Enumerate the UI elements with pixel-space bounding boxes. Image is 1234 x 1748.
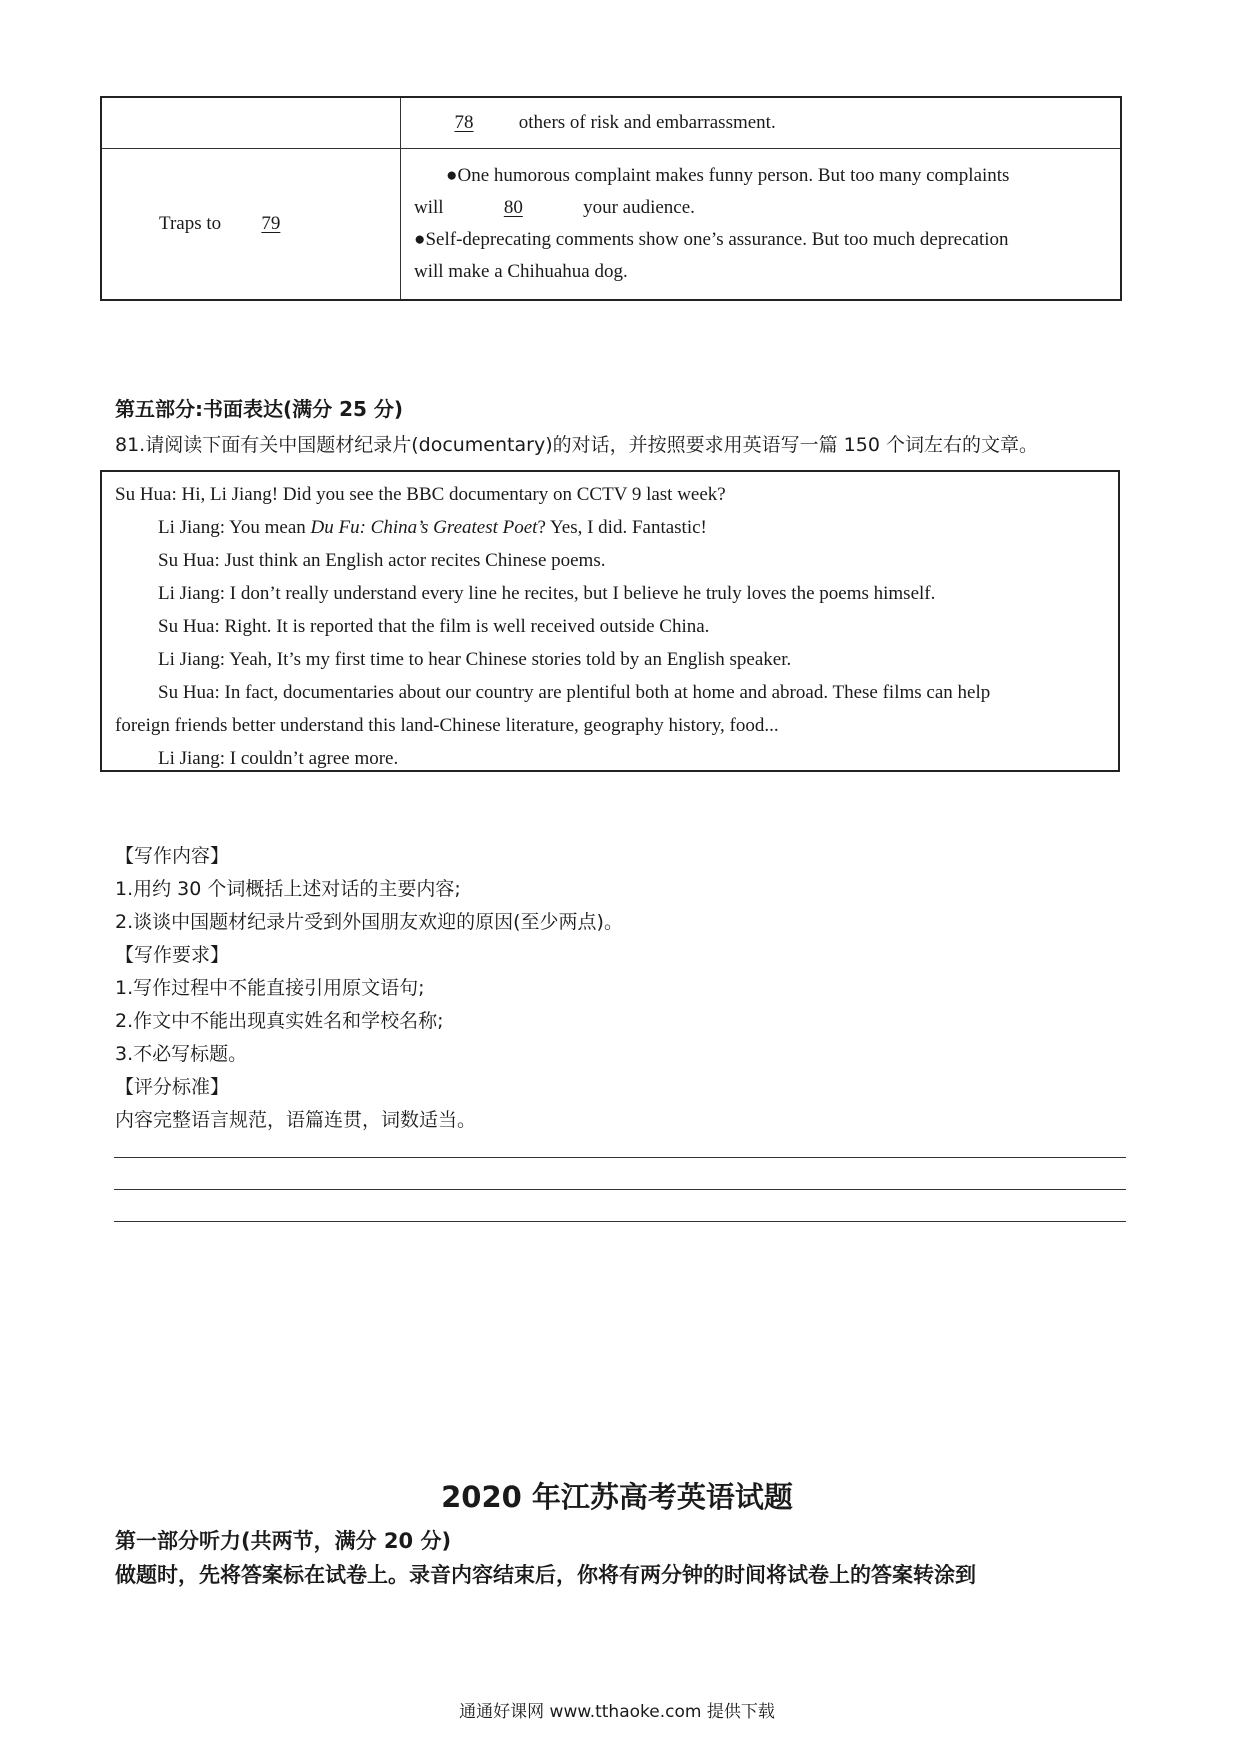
bullet-1b-suffix: your audience. xyxy=(583,197,695,218)
blank-79: 79 xyxy=(261,213,281,234)
writing-line xyxy=(114,1221,1126,1222)
dialogue-line: Su Hua: Hi, Li Jiang! Did you see the BBC documentary on CCTV 9 last week? xyxy=(115,484,726,505)
documentary-title: Du Fu: China’s Greatest Poet xyxy=(310,517,538,538)
dialogue-line: Su Hua: Right. It is reported that the film is well received outside China. xyxy=(158,616,710,637)
writing-requirements xyxy=(115,840,623,1137)
table-row xyxy=(101,97,1121,149)
table-cell xyxy=(401,149,1122,301)
content-header: 【写作内容】 xyxy=(115,845,230,867)
table-row xyxy=(101,149,1121,301)
dialogue-box xyxy=(100,470,1120,772)
blank-80: 80 xyxy=(503,197,523,218)
part-title: 第一部分听力(共两节，满分 20 分) xyxy=(115,1529,452,1553)
requirements-header: 【写作要求】 xyxy=(115,944,230,966)
bullet-1a: ●One humorous complaint makes funny person. But too many complaints xyxy=(446,165,1010,186)
bullet-2a: ●Self-deprecating comments show one’s assurance. But too much deprecation xyxy=(414,229,1009,250)
writing-line xyxy=(114,1157,1126,1158)
table-cell xyxy=(101,149,401,301)
exam-title: 2020 年江苏高考英语试题 xyxy=(441,1480,793,1514)
scoring-header: 【评分标准】 xyxy=(115,1076,230,1098)
bullet-1b-prefix: will xyxy=(414,197,444,218)
traps-label: Traps to xyxy=(159,213,222,234)
requirement-item: 2.作文中不能出现真实姓名和学校名称; xyxy=(115,1010,444,1032)
blank-78: 78 xyxy=(454,112,474,133)
dialogue-line: Li Jiang: Yeah, It’s my first time to hear Chinese stories told by an English speaker. xyxy=(158,649,792,670)
requirement-item: 1.写作过程中不能直接引用原文语句; xyxy=(115,977,425,999)
requirement-item: 3.不必写标题。 xyxy=(115,1043,248,1065)
scoring-item: 内容完整语言规范，语篇连贯，词数适当。 xyxy=(115,1109,477,1131)
dialogue-line: Su Hua: In fact, documentaries about our country are plentiful both at home and abroad. These films can help xyxy=(158,682,991,703)
question-prompt: 81.请阅读下面有关中国题材纪录片(documentary)的对话，并按照要求用英语写一篇 150 个词左右的文章。 xyxy=(115,434,1038,456)
requirement-item: 2.谈谈中国题材纪录片受到外国朋友欢迎的原因(至少两点)。 xyxy=(115,911,623,933)
bullet-2b: will make a Chihuahua dog. xyxy=(414,261,628,282)
exam-instruction: 做题时，先将答案标在试卷上。录音内容结束后，你将有两分钟的时间将试卷上的答案转涂到 xyxy=(115,1563,976,1587)
dialogue-line: Li Jiang: I couldn’t agree more. xyxy=(158,748,399,769)
writing-line xyxy=(114,1189,1126,1190)
dialogue-text: Li Jiang: You mean xyxy=(158,517,311,538)
dialogue-line xyxy=(115,511,1108,544)
dialogue-line: Li Jiang: I don’t really understand every line he recites, but I believe he truly loves the poems himself. xyxy=(158,583,936,604)
table-cell xyxy=(401,97,1122,149)
section-title: 第五部分:书面表达(满分 25 分) xyxy=(115,397,404,421)
dialogue-line: foreign friends better understand this land-Chinese literature, geography history, food... xyxy=(115,715,779,736)
bullet-1b xyxy=(414,192,1119,224)
cell-text: others of risk and embarrassment. xyxy=(518,112,776,133)
dialogue-text: ? Yes, I did. Fantastic! xyxy=(537,517,707,538)
table-cell-empty xyxy=(101,97,401,149)
dialogue-line: Su Hua: Just think an English actor recites Chinese poems. xyxy=(158,550,606,571)
requirement-item: 1.用约 30 个词概括上述对话的主要内容; xyxy=(115,878,461,900)
answer-table xyxy=(100,96,1122,301)
page-footer: 通通好课网 www.tthaoke.com 提供下载 xyxy=(459,1702,775,1722)
